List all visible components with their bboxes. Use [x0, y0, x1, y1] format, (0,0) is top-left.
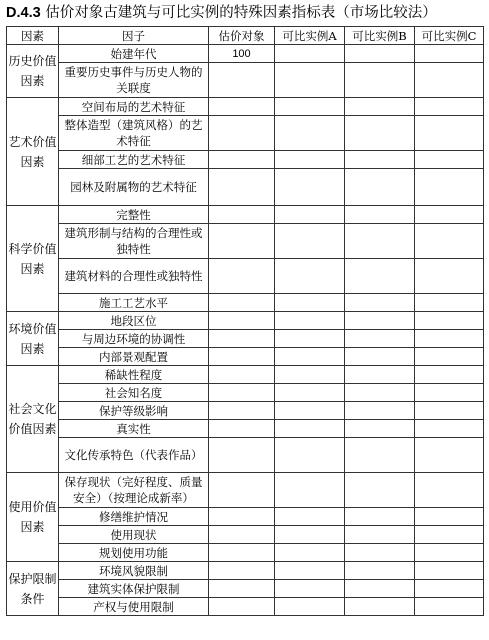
- factor-label: 文化传承特色（代表作品）: [59, 438, 209, 473]
- comparable-c-cell[interactable]: [415, 294, 484, 312]
- factor-label: 园林及附属物的艺术特征: [59, 169, 209, 206]
- subject-value-cell[interactable]: [209, 562, 275, 580]
- title-number: D.4.3: [6, 5, 41, 21]
- subject-value-cell[interactable]: [209, 63, 275, 98]
- header-cell: 估价对象: [209, 27, 275, 45]
- factor-label: 整体造型（建筑风格）的艺术特征: [59, 116, 209, 151]
- factor-category: 历史价值因素: [7, 45, 59, 98]
- factor-label: 修缮维护情况: [59, 508, 209, 526]
- comparable-a-cell[interactable]: [275, 330, 345, 348]
- header-row: [7, 27, 484, 45]
- subject-value-cell[interactable]: [209, 206, 275, 224]
- comparable-b-cell[interactable]: [345, 402, 415, 420]
- comparable-a-cell[interactable]: [275, 598, 345, 616]
- comparable-b-cell[interactable]: [345, 63, 415, 98]
- table-row: [7, 348, 484, 366]
- comparable-a-cell[interactable]: [275, 224, 345, 259]
- subject-value-cell[interactable]: [209, 508, 275, 526]
- comparable-b-cell[interactable]: [345, 98, 415, 116]
- factor-label: 建筑材料的合理性或独特性: [59, 259, 209, 294]
- subject-value-cell[interactable]: [209, 366, 275, 384]
- comparable-b-cell[interactable]: [345, 224, 415, 259]
- table-row: [7, 151, 484, 169]
- comparable-a-cell[interactable]: [275, 169, 345, 206]
- table-row: [7, 544, 484, 562]
- subject-value-cell[interactable]: [209, 544, 275, 562]
- factor-label: 完整性: [59, 206, 209, 224]
- comparable-a-cell[interactable]: [275, 45, 345, 63]
- comparable-a-cell[interactable]: [275, 402, 345, 420]
- comparable-a-cell[interactable]: [275, 384, 345, 402]
- factor-label: 真实性: [59, 420, 209, 438]
- table-row: [7, 206, 484, 224]
- factor-label: 使用现状: [59, 526, 209, 544]
- comparable-b-cell[interactable]: [345, 366, 415, 384]
- comparable-b-cell[interactable]: [345, 206, 415, 224]
- header-cell: 因素: [7, 27, 59, 45]
- comparable-a-cell[interactable]: [275, 151, 345, 169]
- factor-category: 使用价值因素: [7, 473, 59, 562]
- header-cell: 可比实例B: [345, 27, 415, 45]
- comparable-c-cell[interactable]: [415, 330, 484, 348]
- factor-label: 建筑形制与结构的合理性或独特性: [59, 224, 209, 259]
- comparable-a-cell[interactable]: [275, 562, 345, 580]
- comparable-a-cell[interactable]: [275, 312, 345, 330]
- subject-value-cell[interactable]: [209, 98, 275, 116]
- comparable-a-cell[interactable]: [275, 420, 345, 438]
- table-row: [7, 438, 484, 473]
- factor-label: 施工工艺水平: [59, 294, 209, 312]
- comparable-a-cell[interactable]: [275, 116, 345, 151]
- table-row: [7, 598, 484, 616]
- factor-label: 始建年代: [59, 45, 209, 63]
- factor-category: 社会文化价值因素: [7, 366, 59, 473]
- comparable-a-cell[interactable]: [275, 98, 345, 116]
- comparable-c-cell[interactable]: [415, 312, 484, 330]
- subject-value-cell[interactable]: [209, 580, 275, 598]
- comparable-b-cell[interactable]: [345, 259, 415, 294]
- comparable-c-cell[interactable]: [415, 63, 484, 98]
- title-text: 估价对象古建筑与可比实例的特殊因素指标表（市场比较法）: [45, 5, 437, 21]
- table-row: [7, 526, 484, 544]
- comparable-c-cell[interactable]: [415, 98, 484, 116]
- comparable-c-cell[interactable]: [415, 580, 484, 598]
- subject-value-cell[interactable]: [209, 598, 275, 616]
- comparable-c-cell[interactable]: [415, 508, 484, 526]
- table-row: [7, 63, 484, 98]
- subject-value-cell[interactable]: [209, 330, 275, 348]
- table-row: [7, 580, 484, 598]
- comparable-b-cell[interactable]: [345, 562, 415, 580]
- header-cell: 因子: [59, 27, 209, 45]
- comparable-c-cell[interactable]: [415, 438, 484, 473]
- comparable-b-cell[interactable]: [345, 508, 415, 526]
- comparable-a-cell[interactable]: [275, 259, 345, 294]
- table-row: [7, 402, 484, 420]
- comparable-c-cell[interactable]: [415, 544, 484, 562]
- table-row: [7, 384, 484, 402]
- comparable-a-cell[interactable]: [275, 206, 345, 224]
- factor-label: 保护等级影响: [59, 402, 209, 420]
- subject-value-cell[interactable]: [209, 294, 275, 312]
- comparable-c-cell[interactable]: [415, 116, 484, 151]
- table-row: [7, 562, 484, 580]
- comparable-a-cell[interactable]: [275, 348, 345, 366]
- factor-label: 产权与使用限制: [59, 598, 209, 616]
- comparable-b-cell[interactable]: [345, 438, 415, 473]
- subject-value-cell[interactable]: [209, 348, 275, 366]
- comparable-b-cell[interactable]: [345, 473, 415, 508]
- comparable-b-cell[interactable]: [345, 598, 415, 616]
- comparable-a-cell[interactable]: [275, 544, 345, 562]
- factor-label: 细部工艺的艺术特征: [59, 151, 209, 169]
- subject-value-cell[interactable]: [209, 420, 275, 438]
- comparable-c-cell[interactable]: [415, 45, 484, 63]
- table-row: [7, 420, 484, 438]
- indicator-table: [6, 26, 484, 616]
- comparable-a-cell[interactable]: [275, 438, 345, 473]
- comparable-b-cell[interactable]: [345, 580, 415, 598]
- comparable-a-cell[interactable]: [275, 473, 345, 508]
- subject-value-cell[interactable]: [209, 151, 275, 169]
- table-row: [7, 116, 484, 151]
- comparable-c-cell[interactable]: [415, 169, 484, 206]
- comparable-c-cell[interactable]: [415, 562, 484, 580]
- table-row: [7, 312, 484, 330]
- comparable-a-cell[interactable]: [275, 580, 345, 598]
- table-row: [7, 98, 484, 116]
- comparable-c-cell[interactable]: [415, 259, 484, 294]
- table-row: [7, 224, 484, 259]
- factor-category: 艺术价值因素: [7, 98, 59, 206]
- comparable-a-cell[interactable]: [275, 508, 345, 526]
- comparable-c-cell[interactable]: [415, 366, 484, 384]
- comparable-c-cell[interactable]: [415, 348, 484, 366]
- factor-label: 内部景观配置: [59, 348, 209, 366]
- subject-value-cell[interactable]: [209, 526, 275, 544]
- subject-value-cell[interactable]: [209, 224, 275, 259]
- factor-label: 保存现状（完好程度、质量安全）（按理论成新率）: [59, 473, 209, 508]
- comparable-c-cell[interactable]: [415, 384, 484, 402]
- table-row: [7, 330, 484, 348]
- factor-label: 稀缺性程度: [59, 366, 209, 384]
- factor-label: 与周边环境的协调性: [59, 330, 209, 348]
- subject-value-cell[interactable]: [209, 473, 275, 508]
- subject-value-cell[interactable]: [209, 116, 275, 151]
- comparable-b-cell[interactable]: [345, 169, 415, 206]
- table-row: [7, 473, 484, 508]
- comparable-b-cell[interactable]: [345, 544, 415, 562]
- table-row: [7, 259, 484, 294]
- factor-label: 社会知名度: [59, 384, 209, 402]
- comparable-b-cell[interactable]: [345, 294, 415, 312]
- comparable-c-cell[interactable]: [415, 402, 484, 420]
- factor-label: 建筑实体保护限制: [59, 580, 209, 598]
- comparable-b-cell[interactable]: [345, 384, 415, 402]
- comparable-b-cell[interactable]: [345, 420, 415, 438]
- comparable-b-cell[interactable]: [345, 151, 415, 169]
- comparable-b-cell[interactable]: [345, 348, 415, 366]
- table-row: [7, 366, 484, 384]
- factor-category: 科学价值因素: [7, 206, 59, 312]
- comparable-a-cell[interactable]: [275, 526, 345, 544]
- comparable-a-cell[interactable]: [275, 294, 345, 312]
- table-row: [7, 169, 484, 206]
- comparable-c-cell[interactable]: [415, 526, 484, 544]
- subject-value-cell[interactable]: [209, 312, 275, 330]
- comparable-c-cell[interactable]: [415, 151, 484, 169]
- comparable-c-cell[interactable]: [415, 224, 484, 259]
- table-row: [7, 508, 484, 526]
- comparable-c-cell[interactable]: [415, 420, 484, 438]
- subject-value-cell[interactable]: [209, 402, 275, 420]
- comparable-a-cell[interactable]: [275, 366, 345, 384]
- header-cell: 可比实例A: [275, 27, 345, 45]
- factor-category: 保护限制条件: [7, 562, 59, 616]
- subject-value-cell[interactable]: [209, 259, 275, 294]
- table-title: [6, 2, 486, 24]
- subject-value-cell[interactable]: [209, 384, 275, 402]
- comparable-b-cell[interactable]: [345, 330, 415, 348]
- comparable-b-cell[interactable]: [345, 45, 415, 63]
- subject-value-cell[interactable]: [209, 169, 275, 206]
- table-row: [7, 294, 484, 312]
- factor-category: 环境价值因素: [7, 312, 59, 366]
- comparable-c-cell[interactable]: [415, 206, 484, 224]
- comparable-b-cell[interactable]: [345, 116, 415, 151]
- factor-label: 地段区位: [59, 312, 209, 330]
- factor-label: 空间布局的艺术特征: [59, 98, 209, 116]
- comparable-c-cell[interactable]: [415, 473, 484, 508]
- comparable-b-cell[interactable]: [345, 526, 415, 544]
- subject-value-cell[interactable]: 100: [209, 45, 275, 63]
- table-row: [7, 45, 484, 63]
- header-cell: 可比实例C: [415, 27, 484, 45]
- factor-label: 规划使用功能: [59, 544, 209, 562]
- comparable-c-cell[interactable]: [415, 598, 484, 616]
- comparable-b-cell[interactable]: [345, 312, 415, 330]
- factor-label: 重要历史事件与历史人物的关联度: [59, 63, 209, 98]
- factor-label: 环境风貌限制: [59, 562, 209, 580]
- subject-value-cell[interactable]: [209, 438, 275, 473]
- comparable-a-cell[interactable]: [275, 63, 345, 98]
